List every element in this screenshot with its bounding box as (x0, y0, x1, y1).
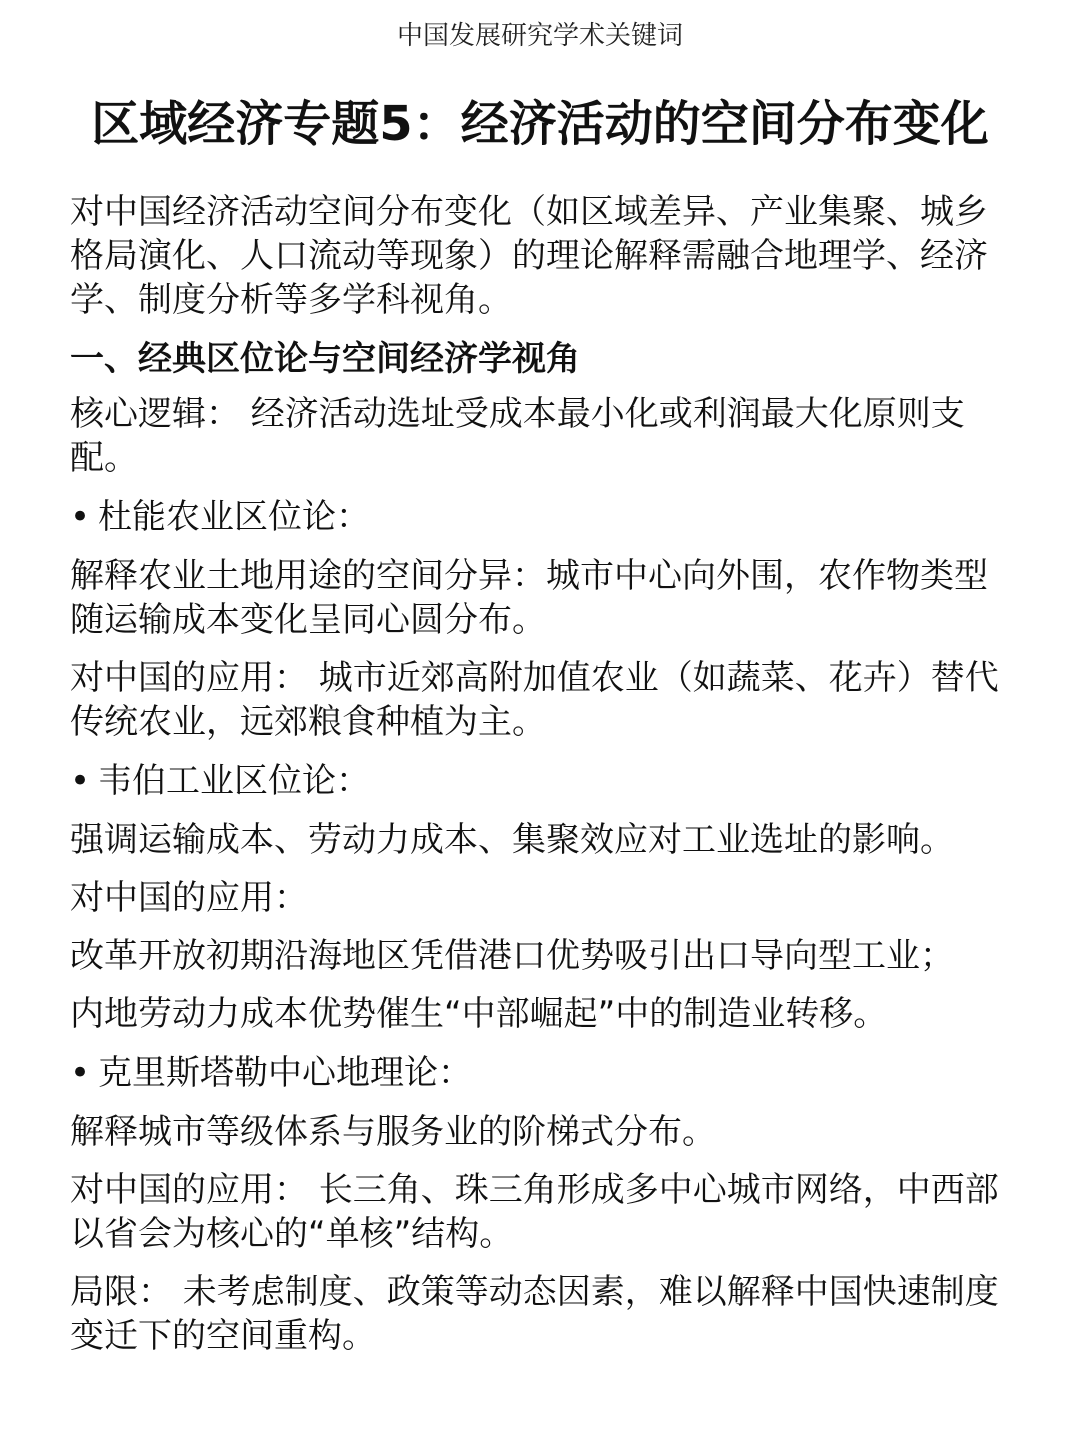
christaller-application: 对中国的应用： 长三角、珠三角形成多中心城市网络，中西部以省会为核心的“单核”结构。 (70, 1170, 999, 1254)
bullet-weber (70, 758, 1020, 804)
limitation-paragraph: 局限： 未考虑制度、政策等动态因素，难以解释中国快速制度变迁下的空间重构。 (70, 1272, 999, 1356)
weber-explanation: 强调运输成本、劳动力成本、集聚效应对工业选址的影响。 (70, 820, 954, 860)
core-logic-paragraph: 核心逻辑： 经济活动选址受成本最小化或利润最大化原则支配。 (70, 394, 965, 478)
page-title: 区域经济专题5：经济活动的空间分布变化 (91, 96, 989, 152)
weber-application-line-1: 改革开放初期沿海地区凭借港口优势吸引出口导向型工业； (70, 936, 954, 976)
christaller-explanation: 解释城市等级体系与服务业的阶梯式分布。 (70, 1112, 716, 1152)
weber-application-label: 对中国的应用： (70, 878, 308, 918)
bullet-label: 克里斯塔勒中心地理论： (98, 1053, 472, 1093)
thunen-explanation: 解释农业土地用途的空间分异：城市中心向外围，农作物类型随运输成本变化呈同心圆分布。 (70, 556, 988, 640)
thunen-application: 对中国的应用： 城市近郊高附加值农业（如蔬菜、花卉）替代传统农业，远郊粮食种植为主。 (70, 658, 999, 742)
bullet-christaller (70, 1050, 1020, 1096)
weber-application-line-2: 内地劳动力成本优势催生“中部崛起”中的制造业转移。 (70, 994, 888, 1034)
intro-paragraph: 对中国经济活动空间分布变化（如区域差异、产业集聚、城乡格局演化、人口流动等现象）的理论解释需融合地理学、经济学、制度分析等多学科视角。 (70, 192, 988, 320)
bullet-label: 韦伯工业区位论： (98, 761, 370, 801)
section-heading: 一、经典区位论与空间经济学视角 (70, 339, 580, 379)
bullet-label: 杜能农业区位论： (98, 497, 370, 537)
bullet-marker: • (70, 761, 91, 801)
bullet-thunen (70, 494, 1020, 540)
article-body (70, 190, 1020, 1372)
bullet-marker: • (70, 1053, 91, 1093)
source-header: 中国发展研究学术关键词 (396, 21, 683, 51)
bullet-marker: • (70, 497, 91, 537)
